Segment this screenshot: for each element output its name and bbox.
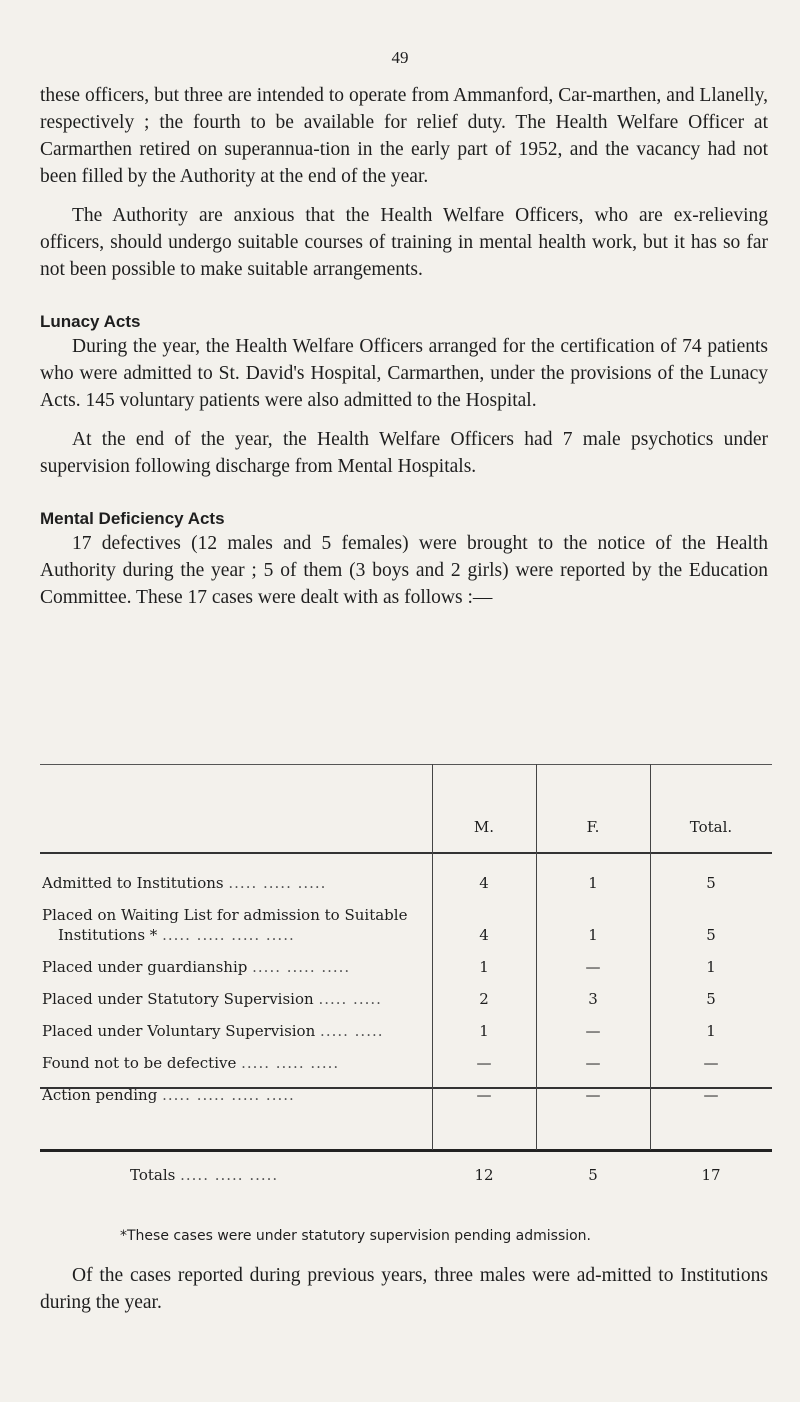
cell-m: 2 [479, 990, 489, 1008]
heading-lunacy-acts: Lunacy Acts [40, 312, 141, 331]
cell-total: 1 [706, 1022, 716, 1040]
table-row: Placed under Statutory Supervision ..... ..... 2 3 5 [40, 990, 772, 1012]
footnote: *These cases were under statutory supervision pending admission. [120, 1228, 592, 1244]
table-row: Found not to be defective ..... ..... ..... — — — [40, 1054, 772, 1076]
row-label: Action pending [42, 1086, 158, 1104]
row-label: Placed under guardianship [42, 958, 248, 976]
table-totals-row: Totals ..... ..... ..... 12 5 17 [40, 1166, 772, 1188]
cell-m: — [476, 1086, 492, 1104]
cell-total: — [703, 1054, 719, 1072]
column-header-total: Total. [689, 818, 733, 836]
cell-f: — [585, 1086, 601, 1104]
cell-f: 1 [588, 874, 598, 892]
row-label: Placed under Voluntary Supervision [42, 1022, 316, 1040]
cell-f: — [585, 1054, 601, 1072]
cell-m: 4 [479, 874, 489, 892]
paragraph-previous-years: Of the cases reported during previous years, three males were ad-mitted to Institutions during the year. [40, 1265, 768, 1313]
page-number: 49 [391, 48, 409, 67]
document-body [40, 82, 768, 611]
total-f: 5 [588, 1166, 598, 1184]
total-total: 17 [701, 1166, 721, 1184]
paragraph-officers: these officers, but three are intended to operate from Ammanford, Car-marthen, and Llanelly, respectively ; the fourth to be available for relief duty. The Health Welfare Officer at Carmarthen retired on superannua-tion in the early part of 1952, and the vacancy had not been filled by the Authority at the end of the year. [40, 85, 768, 187]
table-row: Admitted to Institutions ..... ..... ..... 4 1 5 [40, 874, 772, 896]
cases-table [40, 764, 772, 1190]
cell-total: 5 [706, 990, 716, 1008]
row-label: Placed under Statutory Supervision [42, 990, 314, 1008]
row-label: Admitted to Institutions [42, 874, 224, 892]
row-label: Placed on Waiting List for admission to Suitable [42, 906, 408, 924]
table-row: Action pending ..... ..... ..... ..... — — — [40, 1086, 772, 1108]
table-rule-top [40, 764, 772, 765]
paragraph-defectives: 17 defectives (12 males and 5 females) were brought to the notice of the Health Authority during the year ; 5 of them (3 boys and 2 girls) were reported by the Education Committee. These 17 cases were dealt with as follows :— [40, 533, 768, 608]
cell-f: — [585, 958, 601, 976]
cell-total: 5 [706, 874, 716, 892]
table-row: Placed under guardianship ..... ..... ..... 1 — 1 [40, 958, 772, 980]
table-row [40, 906, 772, 928]
cell-m: 1 [479, 1022, 489, 1040]
cell-total: 5 [706, 926, 716, 944]
heading-mental-deficiency-acts: Mental Deficiency Acts [40, 509, 225, 528]
cell-m: 1 [479, 958, 489, 976]
cell-total: — [703, 1086, 719, 1104]
paragraph-psychotics: At the end of the year, the Health Welfare Officers had 7 male psychotics under supervision following discharge from Mental Hospitals. [40, 429, 768, 477]
cell-total: 1 [706, 958, 716, 976]
cell-m: — [476, 1054, 492, 1072]
totals-label: Totals [130, 1166, 176, 1184]
row-label-continued: Institutions * [58, 926, 158, 944]
column-header-f: F. [586, 818, 600, 836]
table-rule-header [40, 852, 772, 854]
table-rule-bottom [40, 1149, 772, 1152]
cell-f: 3 [588, 990, 598, 1008]
row-label: Found not to be defective [42, 1054, 237, 1072]
cell-m: 4 [479, 926, 489, 944]
paragraph-certification: During the year, the Health Welfare Officers arranged for the certification of 74 patients who were admitted to St. David's Hospital, Carmarthen, under the provisions of the Lunacy Acts. 145 voluntary patients were also admitted to the Hospital. [40, 336, 768, 411]
cell-f: 1 [588, 926, 598, 944]
paragraph-training: The Authority are anxious that the Health Welfare Officers, who are ex-relieving officers, should undergo suitable courses of training in mental health work, but it has so far not been possible to make suitable arrangements. [40, 205, 768, 280]
cell-f: — [585, 1022, 601, 1040]
table-row: Institutions * ..... ..... ..... ..... 4 1 5 [40, 926, 772, 948]
column-header-m: M. [473, 818, 495, 836]
table-row: Placed under Voluntary Supervision ..... ..... 1 — 1 [40, 1022, 772, 1044]
total-m: 12 [474, 1166, 494, 1184]
